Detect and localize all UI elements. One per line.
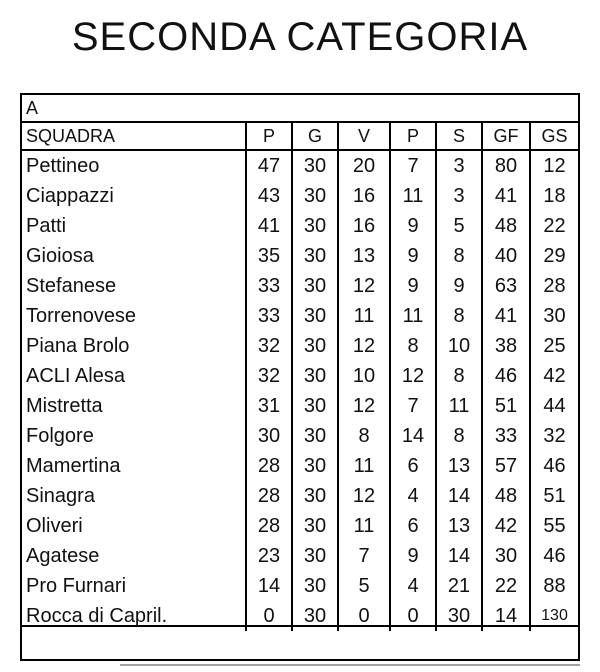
table-row (22, 481, 578, 511)
stat-cell-p: 11 (390, 301, 436, 331)
stat-cell-gf: 14 (482, 601, 530, 631)
stat-cell-gf: 48 (482, 481, 530, 511)
stat-cell-gs: 46 (543, 544, 566, 567)
stat-cell-v: 16 (338, 211, 390, 241)
table-row (22, 391, 578, 421)
stat-cell-gf: 51 (482, 391, 530, 421)
stat-cell-gs: 30 (543, 304, 566, 327)
column-header-pareggiate: P (390, 123, 436, 150)
column-header-squadra: SQUADRA (22, 123, 246, 150)
stat-cell-pts: 41 (246, 211, 292, 241)
table-footer (22, 625, 578, 659)
stat-cell-p: 9 (390, 211, 436, 241)
stat-cell-p: 9 (390, 241, 436, 271)
stat-cell-gs: 32 (543, 424, 566, 447)
stat-cell-gs: 25 (543, 334, 566, 357)
standings-table (22, 123, 578, 631)
table-row (22, 211, 578, 241)
stat-cell-p: 0 (390, 601, 436, 631)
stat-cell-gs: 12 (543, 154, 566, 177)
stat-cell-g: 30 (292, 211, 338, 241)
stat-cell-s: 11 (436, 391, 482, 421)
stat-cell-s: 8 (436, 301, 482, 331)
stat-cell-gs: 42 (543, 364, 566, 387)
stat-cell-g: 30 (292, 391, 338, 421)
stat-cell-gs: 18 (543, 184, 566, 207)
stat-cell-pts: 33 (246, 301, 292, 331)
column-header-giocate: G (292, 123, 338, 150)
stat-cell-g: 30 (292, 301, 338, 331)
stat-cell-gs: 55 (543, 514, 566, 537)
stat-cell-v: 20 (338, 150, 390, 181)
team-name-cell: ACLI Alesa (22, 361, 246, 391)
stat-cell-pts: 30 (246, 421, 292, 451)
table-header-row (22, 123, 578, 150)
stat-cell-g: 30 (292, 511, 338, 541)
team-name-cell: Patti (22, 211, 246, 241)
stat-cell-gf: 48 (482, 211, 530, 241)
stat-cell-s: 5 (436, 211, 482, 241)
stat-cell-g: 30 (292, 481, 338, 511)
stat-cell-v: 12 (338, 331, 390, 361)
stat-cell-v: 0 (338, 601, 390, 631)
group-label: A (22, 95, 578, 123)
stat-cell-pts: 31 (246, 391, 292, 421)
stat-cell-g: 30 (292, 451, 338, 481)
stat-cell-pts: 14 (246, 571, 292, 601)
stat-cell-gf: 30 (482, 541, 530, 571)
stat-cell-g: 30 (292, 150, 338, 181)
table-row (22, 451, 578, 481)
column-header-gol-fatti: GF (482, 123, 530, 150)
stat-cell-p: 9 (390, 271, 436, 301)
stat-cell-p: 4 (390, 571, 436, 601)
stat-cell-p: 12 (390, 361, 436, 391)
stat-cell-p: 8 (390, 331, 436, 361)
stat-cell-v: 5 (338, 571, 390, 601)
stat-cell-s: 30 (436, 601, 482, 631)
stat-cell-gs: 29 (543, 244, 566, 267)
table-row (22, 331, 578, 361)
stat-cell-g: 30 (292, 361, 338, 391)
stat-cell-pts: 32 (246, 361, 292, 391)
stat-cell-g: 30 (292, 241, 338, 271)
table-row (22, 181, 578, 211)
stat-cell-gf: 40 (482, 241, 530, 271)
stat-cell-gs: 46 (543, 454, 566, 477)
table-row (22, 511, 578, 541)
stat-cell-gf: 57 (482, 451, 530, 481)
decorative-line (120, 664, 580, 666)
stat-cell-s: 8 (436, 241, 482, 271)
team-name-cell: Pettineo (22, 150, 246, 181)
table-row (22, 150, 578, 181)
stat-cell-s: 3 (436, 150, 482, 181)
standings-body (22, 150, 578, 631)
stat-cell-gs: 88 (543, 574, 566, 597)
stat-cell-g: 30 (292, 571, 338, 601)
stat-cell-pts: 35 (246, 241, 292, 271)
stat-cell-g: 30 (292, 181, 338, 211)
table-row (22, 241, 578, 271)
stat-cell-gs: 44 (543, 394, 566, 417)
stat-cell-v: 11 (338, 301, 390, 331)
stat-cell-v: 10 (338, 361, 390, 391)
team-name-cell: Oliveri (22, 511, 246, 541)
stat-cell-pts: 32 (246, 331, 292, 361)
stat-cell-pts: 33 (246, 271, 292, 301)
stat-cell-v: 8 (338, 421, 390, 451)
team-name-cell: Piana Brolo (22, 331, 246, 361)
team-name-cell: Stefanese (22, 271, 246, 301)
team-name-cell: Torrenovese (22, 301, 246, 331)
team-name-cell: Agatese (22, 541, 246, 571)
stat-cell-pts: 28 (246, 451, 292, 481)
team-name-cell: Folgore (22, 421, 246, 451)
stat-cell-g: 30 (292, 541, 338, 571)
stat-cell-pts: 0 (246, 601, 292, 631)
stat-cell-p: 11 (390, 181, 436, 211)
stat-cell-p: 9 (390, 541, 436, 571)
column-header-punti: P (246, 123, 292, 150)
stat-cell-gf: 80 (482, 150, 530, 181)
stat-cell-s: 14 (436, 481, 482, 511)
stat-cell-gs: 28 (543, 274, 566, 297)
stat-cell-gs: 22 (543, 214, 566, 237)
stat-cell-p: 6 (390, 511, 436, 541)
column-header-vinte: V (338, 123, 390, 150)
stat-cell-pts: 28 (246, 511, 292, 541)
stat-cell-p: 7 (390, 391, 436, 421)
stat-cell-v: 7 (338, 541, 390, 571)
team-name-cell: Mamertina (22, 451, 246, 481)
stat-cell-gf: 63 (482, 271, 530, 301)
team-name-cell: Pro Furnari (22, 571, 246, 601)
stat-cell-gf: 42 (482, 511, 530, 541)
stat-cell-gf: 38 (482, 331, 530, 361)
stat-cell-v: 12 (338, 271, 390, 301)
stat-cell-p: 6 (390, 451, 436, 481)
stat-cell-pts: 47 (246, 150, 292, 181)
stat-cell-s: 8 (436, 421, 482, 451)
stat-cell-gf: 22 (482, 571, 530, 601)
stat-cell-v: 16 (338, 181, 390, 211)
table-row (22, 421, 578, 451)
stat-cell-g: 30 (292, 421, 338, 451)
stat-cell-s: 21 (436, 571, 482, 601)
team-name-cell: Sinagra (22, 481, 246, 511)
stat-cell-s: 13 (436, 511, 482, 541)
table-row (22, 571, 578, 601)
team-name-cell: Mistretta (22, 391, 246, 421)
stat-cell-gs: 130 (541, 607, 568, 624)
stat-cell-g: 30 (292, 271, 338, 301)
stat-cell-s: 14 (436, 541, 482, 571)
stat-cell-s: 10 (436, 331, 482, 361)
column-header-gol-subiti: GS (530, 123, 578, 150)
stat-cell-gf: 33 (482, 421, 530, 451)
stat-cell-p: 4 (390, 481, 436, 511)
stat-cell-v: 12 (338, 391, 390, 421)
stat-cell-v: 11 (338, 451, 390, 481)
column-header-sconfitte: S (436, 123, 482, 150)
stat-cell-s: 9 (436, 271, 482, 301)
table-row (22, 271, 578, 301)
table-row (22, 361, 578, 391)
stat-cell-gf: 41 (482, 301, 530, 331)
stat-cell-p: 7 (390, 150, 436, 181)
stat-cell-pts: 28 (246, 481, 292, 511)
stat-cell-v: 13 (338, 241, 390, 271)
stat-cell-g: 30 (292, 601, 338, 631)
page-title: SECONDA CATEGORIA (71, 15, 529, 59)
stat-cell-s: 8 (436, 361, 482, 391)
table-row (22, 301, 578, 331)
standings-table-container (20, 93, 580, 661)
table-row (22, 541, 578, 571)
stat-cell-g: 30 (292, 331, 338, 361)
stat-cell-pts: 23 (246, 541, 292, 571)
stat-cell-s: 13 (436, 451, 482, 481)
team-name-cell: Gioiosa (22, 241, 246, 271)
stat-cell-gf: 41 (482, 181, 530, 211)
stat-cell-s: 3 (436, 181, 482, 211)
stat-cell-v: 12 (338, 481, 390, 511)
team-name-cell: Rocca di Capril. (22, 601, 246, 631)
stat-cell-v: 11 (338, 511, 390, 541)
stat-cell-pts: 43 (246, 181, 292, 211)
team-name-cell: Ciappazzi (22, 181, 246, 211)
stat-cell-p: 14 (390, 421, 436, 451)
stat-cell-gs: 51 (543, 484, 566, 507)
stat-cell-gf: 46 (482, 361, 530, 391)
